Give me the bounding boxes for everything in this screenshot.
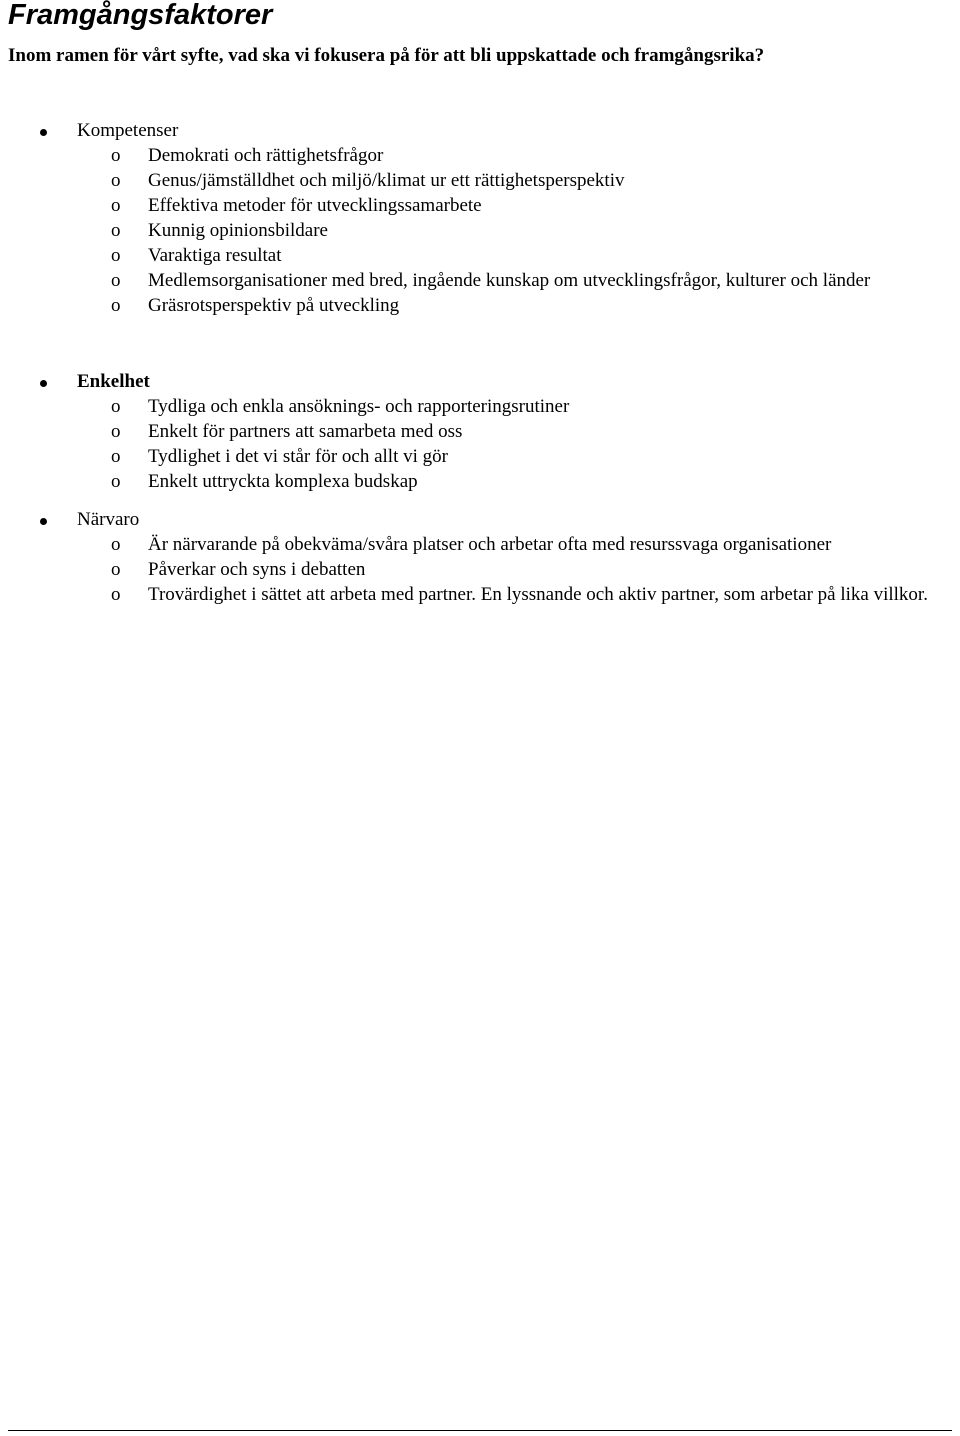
footer-divider — [8, 1430, 952, 1431]
list-item-text: Är närvarande på obekväma/svåra platser och arbetar ofta med resurssvaga organisationer — [148, 534, 832, 555]
bullet-icon — [40, 518, 47, 525]
list-item — [0, 218, 960, 243]
sub-list — [0, 143, 960, 318]
section-heading: Enkelhet — [77, 371, 150, 392]
list-item-text: Tydlighet i det vi står för och allt vi gör — [148, 446, 448, 467]
circle-marker-icon: o — [111, 559, 121, 580]
list-item — [0, 143, 960, 168]
list-item-text: Medlemsorganisationer med bred, ingående kunskap om utvecklingsfrågor, kulturer och länder — [148, 270, 871, 291]
list-item — [0, 193, 960, 218]
circle-marker-icon: o — [111, 145, 121, 166]
list-item-text: Tydliga och enkla ansöknings- och rapporteringsrutiner — [148, 396, 570, 417]
list-item — [0, 582, 960, 607]
list-item — [0, 419, 960, 444]
list-item — [0, 243, 960, 268]
circle-marker-icon: o — [111, 446, 121, 467]
bullet-icon — [40, 129, 47, 136]
list-item-text: Gräsrotsperspektiv på utveckling — [148, 295, 400, 316]
list-item — [0, 293, 960, 318]
list-item-text: Varaktiga resultat — [148, 245, 282, 266]
circle-marker-icon: o — [111, 270, 121, 291]
circle-marker-icon: o — [111, 396, 121, 417]
list-item-text: Genus/jämställdhet och miljö/klimat ur ett rättighetsperspektiv — [148, 170, 625, 191]
list-item — [0, 532, 960, 557]
circle-marker-icon: o — [111, 220, 121, 241]
list-item-text: Demokrati och rättighetsfrågor — [148, 145, 384, 166]
circle-marker-icon: o — [111, 584, 121, 605]
list-item-text: Påverkar och syns i debatten — [148, 559, 366, 580]
list-item — [0, 469, 960, 494]
circle-marker-icon: o — [111, 245, 121, 266]
list-item — [0, 394, 960, 419]
page-title: Framgångsfaktorer — [8, 0, 273, 31]
intro-question: Inom ramen för vårt syfte, vad ska vi fokusera på för att bli uppskattade och framgångsrika? — [8, 45, 765, 66]
circle-marker-icon: o — [111, 421, 121, 442]
list-item — [0, 268, 960, 293]
circle-marker-icon: o — [111, 170, 121, 191]
circle-marker-icon: o — [111, 295, 121, 316]
list-item-text: Enkelt uttryckta komplexa budskap — [148, 471, 418, 492]
list-item — [0, 557, 960, 582]
circle-marker-icon: o — [111, 534, 121, 555]
list-item-text: Enkelt för partners att samarbeta med oss — [148, 421, 463, 442]
bullet-icon — [40, 380, 47, 387]
sub-list — [0, 394, 960, 494]
list-item — [0, 168, 960, 193]
sub-list — [0, 532, 960, 607]
list-item — [0, 444, 960, 469]
circle-marker-icon: o — [111, 195, 121, 216]
section-heading: Kompetenser — [77, 120, 179, 141]
list-item-text: Effektiva metoder för utvecklingssamarbete — [148, 195, 482, 216]
circle-marker-icon: o — [111, 471, 121, 492]
section-heading: Närvaro — [77, 509, 140, 530]
list-item-text: Kunnig opinionsbildare — [148, 220, 328, 241]
list-item-text: Trovärdighet i sättet att arbeta med partner. En lyssnande och aktiv partner, som arbetar på lika villkor. — [148, 584, 928, 605]
